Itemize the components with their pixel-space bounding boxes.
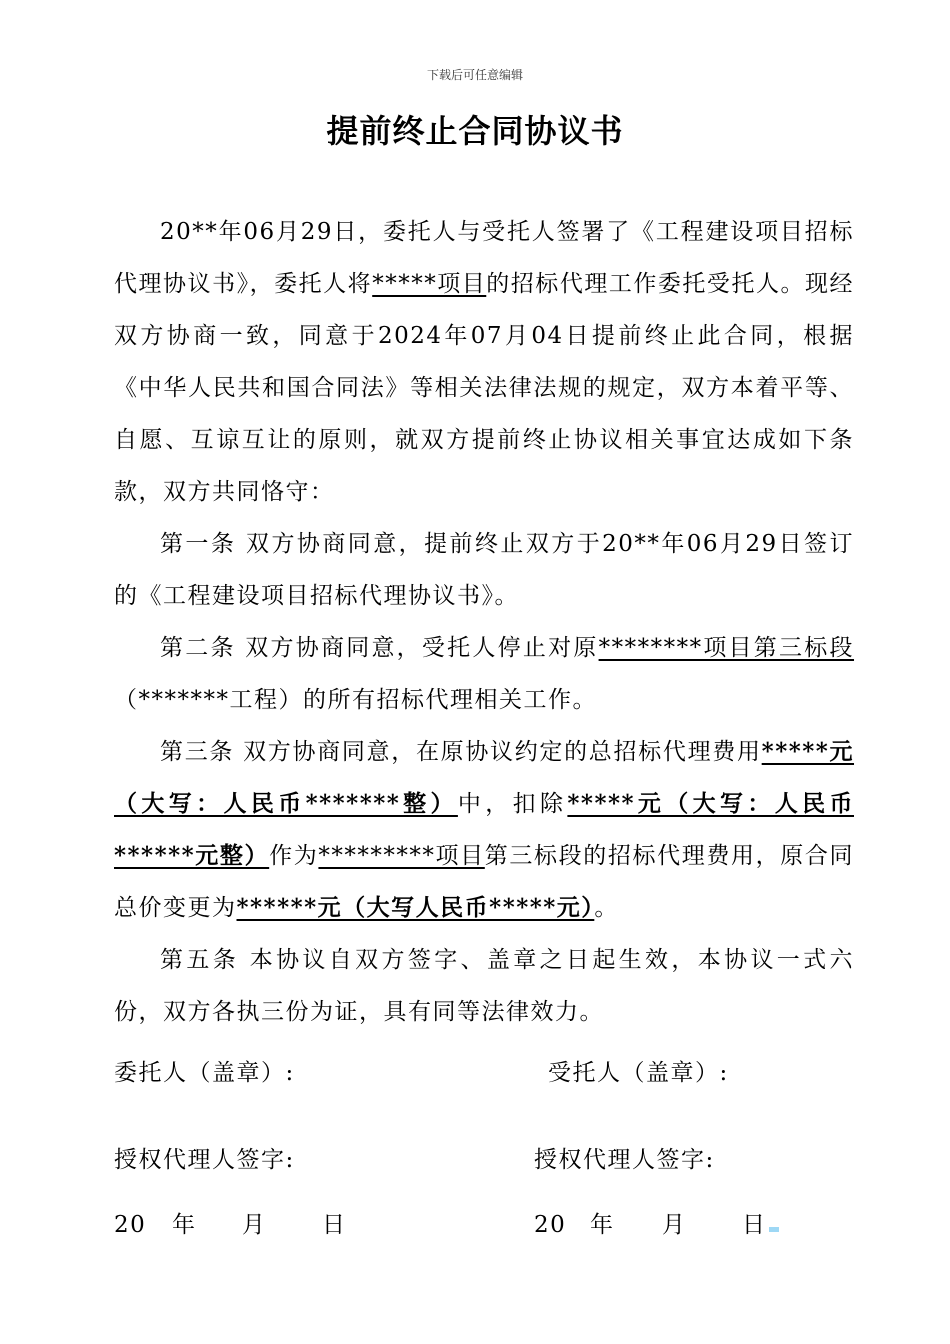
agent-date-year: 20	[534, 1212, 567, 1238]
article-2-text-a: 第二条 双方协商同意，受托人停止对原	[160, 635, 599, 661]
article-3-text-d: 第三标段的招标代理费用，原合同总价变更为	[114, 843, 855, 921]
principal-date-year: 20	[114, 1212, 147, 1238]
article-2-text-b: （*******工程）的所有招标代理相关工作。	[114, 687, 597, 713]
article-3-project: *********项目	[318, 843, 485, 869]
article-3-text-a: 第三条 双方协商同意，在原协议约定的总招标代理费用	[160, 739, 762, 765]
article-3-text-c: 作为	[269, 843, 319, 869]
intro-text-2: 的招标代理工作委托受托人。现经双方协商一致，同意于2024年07月04日提前终止此合同，根据《中华人民共和国合同法》等相关法律法规的规定，双方本着平等、自愿、互谅互让的原则，就双方提前终止协议相关事宜达成如下条款，双方共同恪守：	[114, 271, 855, 505]
principal-date-y: 年	[172, 1212, 197, 1238]
agent-sign-label: 授权代理人签字:	[534, 1147, 715, 1173]
article-3-new-total: ******元（大写人民币*****元）	[236, 894, 595, 921]
article-5: 第五条 本协议自双方签字、盖章之日起生效，本协议一式六份，双方各执三份为证，具有同等法律效力。	[114, 947, 854, 1025]
article-3-text-b: 中，扣除	[457, 791, 568, 817]
header-note: 下载后可任意编辑	[426, 68, 523, 82]
article-3-total-fee: *****元（大写：人民币*******整）	[114, 738, 855, 817]
intro-paragraph	[114, 206, 854, 518]
article-3-text-e: 。	[594, 895, 619, 921]
principal-date-d: 日	[322, 1212, 347, 1238]
intro-text-1: 20**年06月29日，委托人与受托人签署了《工程建设项目招标代理协议书》，委托人将	[114, 219, 854, 297]
article-1: 第一条 双方协商同意，提前终止双方于20**年06月29日签订的《工程建设项目招标代理协议书》。	[114, 531, 854, 609]
principal-date-m: 月	[242, 1212, 267, 1238]
principal-sign-label: 授权代理人签字:	[114, 1147, 295, 1173]
article-2-project: ********项目第三标段	[598, 635, 855, 661]
agent-seal-label: 受托人（盖章）:	[548, 1060, 729, 1086]
agent-date-y: 年	[590, 1212, 615, 1238]
agent-date-line	[534, 1206, 779, 1239]
article-3	[114, 726, 854, 934]
article-3-deduct-fee: *****元（大写：人民币******元整）	[114, 790, 854, 869]
intro-project: *****项目	[372, 271, 487, 297]
agent-date-m: 月	[662, 1212, 687, 1238]
principal-seal-label: 委托人（盖章）:	[114, 1060, 295, 1086]
document-body	[114, 206, 854, 1038]
document-title: 提前终止合同协议书	[326, 112, 624, 150]
article-2	[114, 622, 854, 726]
agent-date-d: 日	[742, 1212, 767, 1238]
principal-date-line	[114, 1206, 347, 1239]
text-cursor-mark	[769, 1227, 779, 1232]
